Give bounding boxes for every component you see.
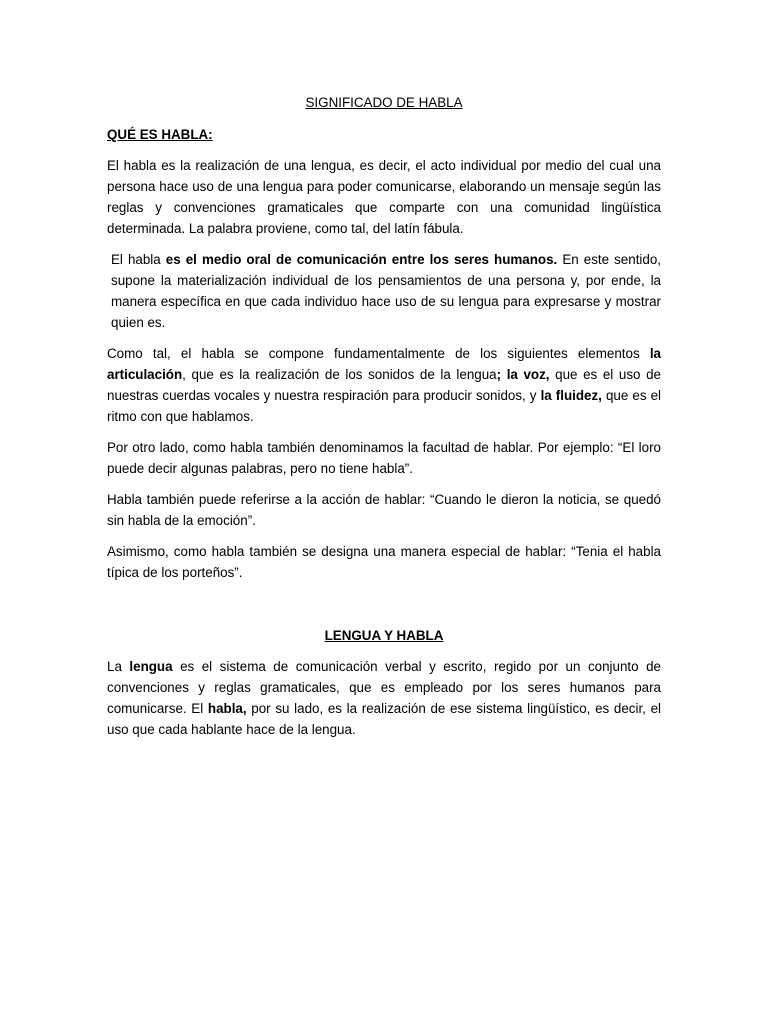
document-title: SIGNIFICADO DE HABLA	[305, 95, 463, 110]
text-run: , que es la realización de los sonidos de la lengua	[182, 367, 497, 382]
bold-run: la fluidez,	[540, 388, 602, 403]
bold-run: lengua	[129, 659, 173, 674]
paragraph-oral-medium	[107, 249, 661, 333]
bold-run: habla,	[207, 701, 247, 716]
document-body	[107, 92, 661, 750]
text-run: El habla	[111, 252, 166, 267]
bold-run: la articulación	[107, 346, 661, 382]
paragraph-definition: El habla es la realización de una lengua, es decir, el acto individual por medio del cual una persona hace uso de una lengua para poder comunicarse, elaborando un mensaje según las reglas y convenciones gramaticales que comparte con una comunidad lingüística determinada. La palabra proviene, como tal, del latín fábula.	[107, 158, 661, 236]
bold-run: ; la voz,	[496, 367, 550, 382]
text-run: En este sentido, supone la materialización individual de los pensamientos de una persona y, por ende, la manera específica en que cada individuo hace uso de su lengua para expresarse y mostrar quien es.	[111, 252, 661, 330]
text-run: que es el uso de nuestras cuerdas vocales y nuestra respiración para producir sonidos, y	[107, 367, 661, 403]
subheading-que-es-habla: QUÉ ES HABLA:	[107, 127, 213, 142]
paragraph-elements	[107, 343, 661, 427]
paragraph-faculty: Por otro lado, como habla también denominamos la facultad de hablar. Por ejemplo: “El loro puede decir algunas palabras, pero no tiene habla”.	[107, 440, 661, 476]
text-run: que es el ritmo con que hablamos.	[107, 388, 661, 424]
bold-run: es el medio oral de comunicación entre los seres humanos.	[165, 252, 558, 267]
paragraph-manner: Asimismo, como habla también se designa una manera especial de hablar: “Tenia el habla típica de los porteños”.	[107, 544, 661, 580]
text-run: es el sistema de comunicación verbal y escrito, regido por un conjunto de convenciones y reglas gramaticales, que es empleado por los seres humanos para comunicarse. El	[107, 659, 661, 716]
text-run: Como tal, el habla se compone fundamentalmente de los siguientes elementos	[107, 346, 650, 361]
paragraph-lengua-habla	[107, 656, 661, 740]
text-run: por su lado, es la realización de ese sistema lingüístico, es decir, el uso que cada hablante hace de la lengua.	[107, 701, 661, 737]
text-run: La	[107, 659, 130, 674]
section-title-lengua-y-habla: LENGUA Y HABLA	[324, 628, 444, 643]
paragraph-action: Habla también puede referirse a la acción de hablar: “Cuando le dieron la noticia, se quedó sin habla de la emoción”.	[107, 492, 661, 528]
